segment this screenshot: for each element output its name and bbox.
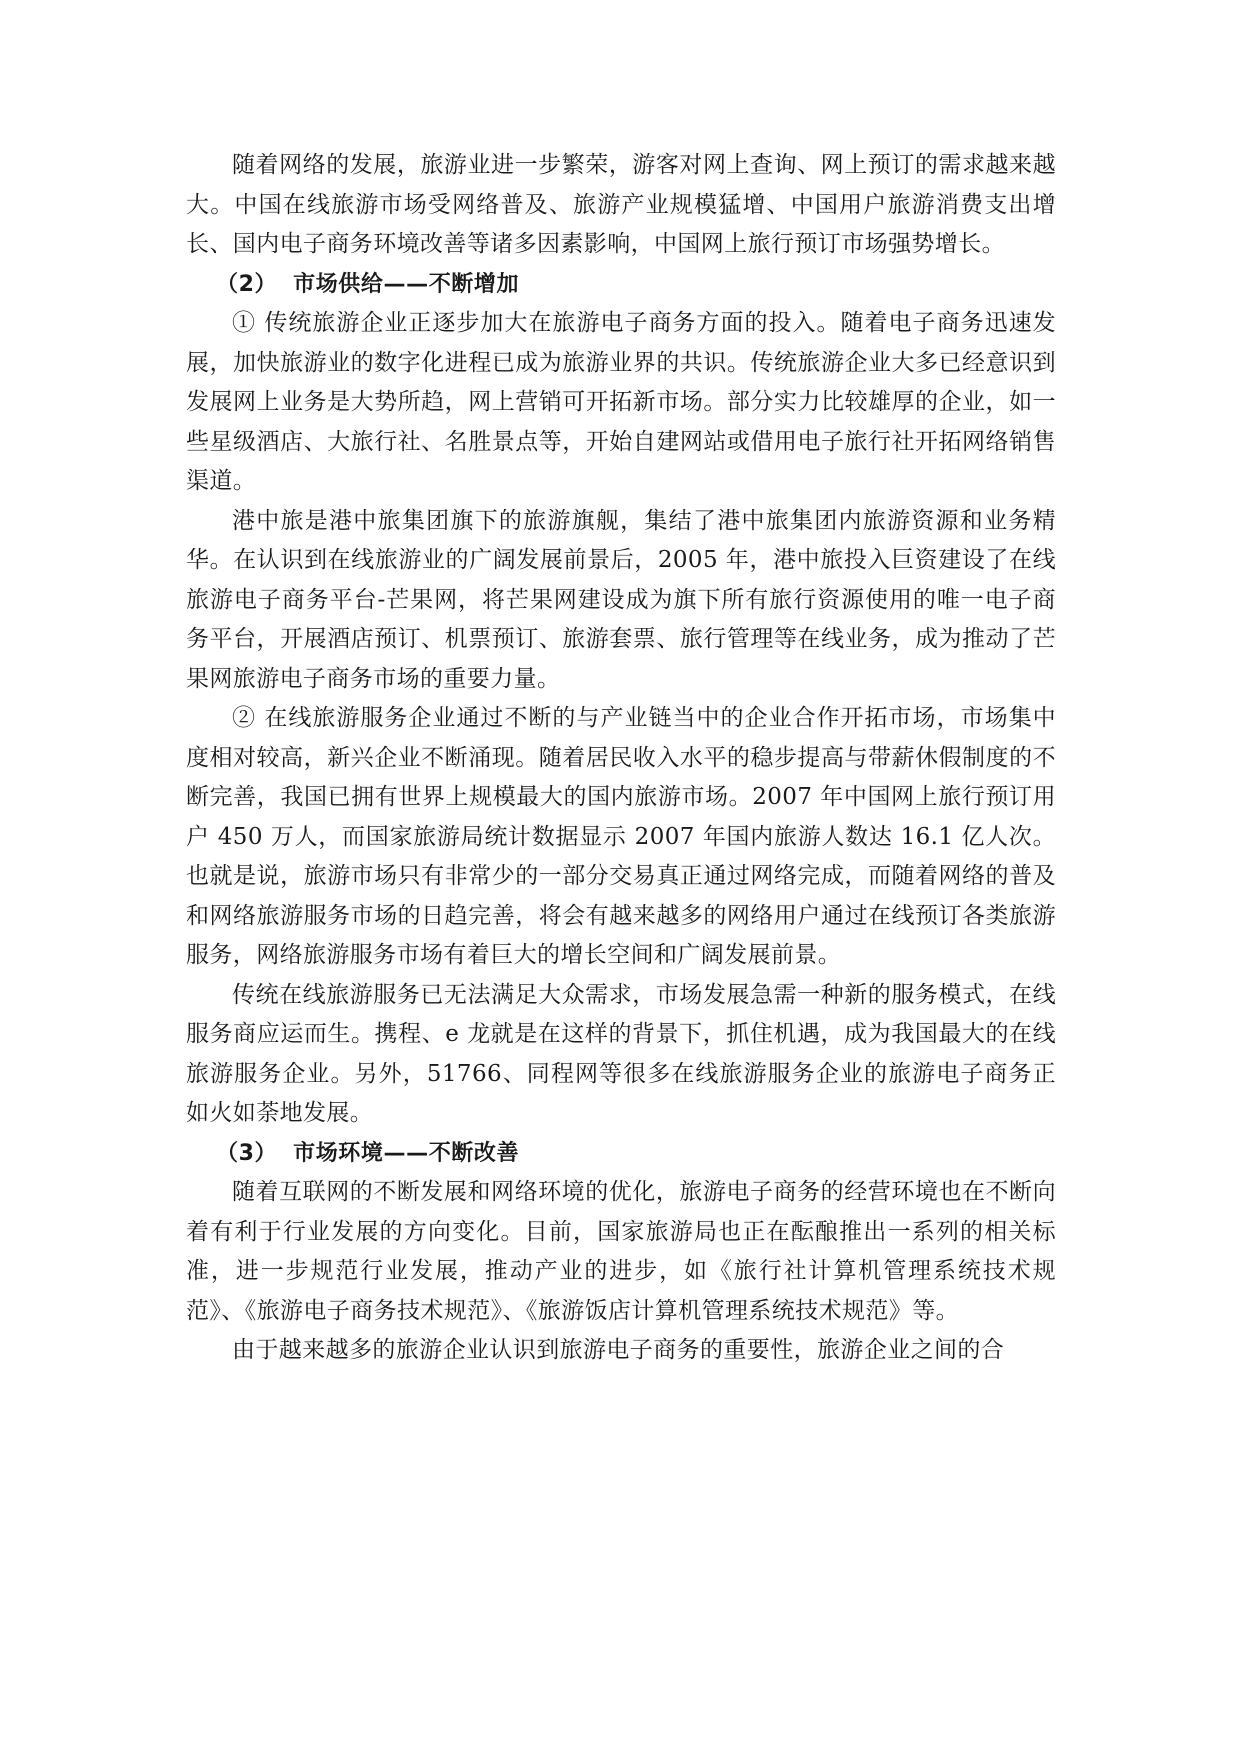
heading-text: 市场供给——不断增加 [293,271,520,297]
paragraph-environment-optimization: 随着互联网的不断发展和网络环境的优化，旅游电子商务的经营环境也在不断向着有利于行业发展的方向变化。目前，国家旅游局也正在酝酿推出一系列的相关标准，进一步规范行业发展，推动产业的进步，如《旅行社计算机管理系统技术规范》、《旅游电子商务技术规范》、《旅游饭店计算机管理系统技术规范》等。 [186,1179,1056,1324]
heading-number: （2） [216,271,278,297]
paragraph-ctg-mango: 港中旅是港中旅集团旗下的旅游旗舰，集结了港中旅集团内旅游资源和业务精华。在认识到在线旅游业的广阔发展前景后，2005 年，港中旅投入巨资建设了在线旅游电子商务平台-芒果网，将芒果网建设成为旗下所有旅行资源使用的唯一电子商务平台，开展酒店预订、机票预订、旅游套票、旅行管理等在线业务，成为推动了芒果网旅游电子商务市场的重要力量。 [186,507,1056,692]
heading-number: （3） [216,1140,278,1166]
paragraph-online-travel-growth: 随着网络的发展，旅游业进一步繁荣，游客对网上查询、网上预订的需求越来越大。中国在线旅游市场受网络普及、旅游产业规模猛增、中国用户旅游消费支出增长、国内电子商务环境改善等诸多因素影响，中国网上旅行预订市场强势增长。 [186,152,1056,257]
section-heading-market-environment [186,1134,1056,1174]
section-heading-market-supply [186,265,1056,305]
paragraph-enterprise-cooperation: 由于越来越多的旅游企业认识到旅游电子商务的重要性，旅游企业之间的合 [232,1337,1005,1363]
paragraph-new-service-model: 传统在线旅游服务已无法满足大众需求，市场发展急需一种新的服务模式，在线服务商应运而生。携程、e 龙就是在这样的背景下，抓住机遇，成为我国最大的在线旅游服务企业。另外，51766、同程网等很多在线旅游服务企业的旅游电子商务正如火如荼地发展。 [186,981,1056,1126]
paragraph-traditional-enterprises: ① 传统旅游企业正逐步加大在旅游电子商务方面的投入。随着电子商务迅速发展，加快旅游业的数字化进程已成为旅游业界的共识。传统旅游企业大多已经意识到发展网上业务是大势所趋，网上营销可开拓新市场。部分实力比较雄厚的企业，如一些星级酒店、大旅行社、名胜景点等，开始自建网站或借用电子旅行社开拓网络销售渠道。 [186,310,1056,494]
heading-text: 市场环境——不断改善 [293,1140,520,1166]
paragraph-online-service-enterprises: ② 在线旅游服务企业通过不断的与产业链当中的企业合作开拓市场，市场集中度相对较高，新兴企业不断涌现。随着居民收入水平的稳步提高与带薪休假制度的不断完善，我国已拥有世界上规模最大的国内旅游市场。2007 年中国网上旅行预订用户 450 万人，而国家旅游局统计数据显示 2007 年国内旅游人数达 16.1 亿人次。也就是说，旅游市场只有非常少的一部分交易真正通过网络完成，而随着网络的普及和网络旅游服务市场的日趋完善，将会有越来越多的网络用户通过在线预订各类旅游服务，网络旅游服务市场有着巨大的增长空间和广阔发展前景。 [186,705,1056,968]
document-body [186,146,1056,1371]
